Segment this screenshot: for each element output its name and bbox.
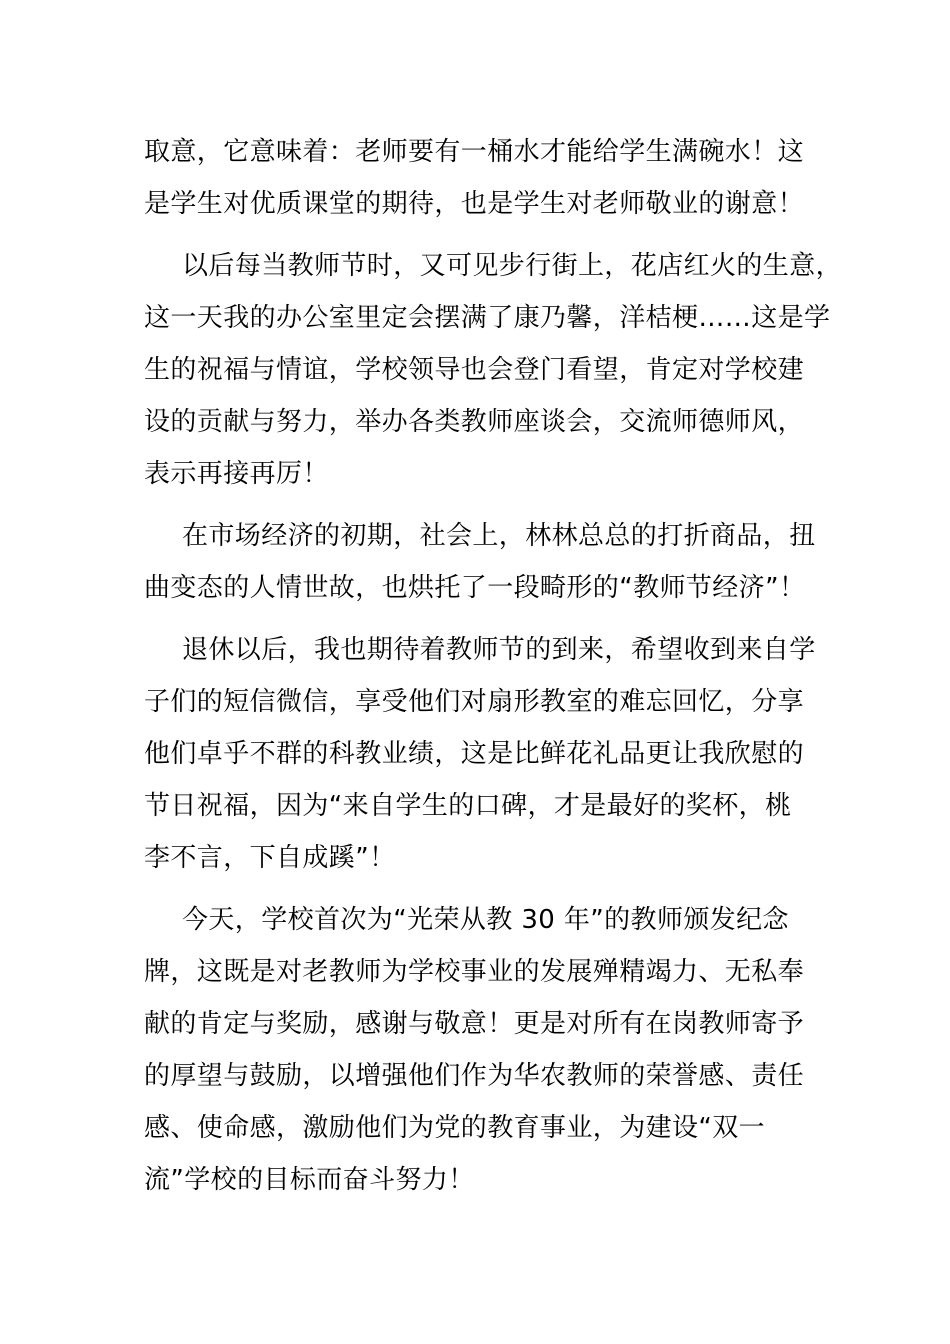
paragraph-4 (144, 624, 816, 884)
text-line: 曲变态的人情世故，也烘托了一段畸形的“教师节经济”！ (144, 573, 806, 603)
text-line: 表示再接再厉！ (144, 459, 329, 489)
paragraph-1 (144, 126, 810, 230)
text-line: 感、使命感，激励他们为党的教育事业，为建设“双一 (144, 1113, 766, 1143)
text-line: 取意，它意味着：老师要有一桶水才能给学生满碗水！这 (144, 137, 805, 167)
text-line: 他们卓乎不群的科教业绩，这是比鲜花礼品更让我欣慰的 (144, 739, 805, 769)
text-line: 在市场经济的初期，社会上，林林总总的打折商品，扭 (182, 521, 816, 551)
text-line: 设的贡献与努力，举办各类教师座谈会，交流师德师风， (144, 407, 805, 437)
text-line: 的厚望与鼓励，以增强他们作为华农教师的荣誉感、责任 (144, 1061, 805, 1091)
text-line: 子们的短信微信，享受他们对扇形教室的难忘回忆，分享 (144, 687, 805, 717)
text-line: 退休以后，我也期待着教师节的到来，希望收到来自学 (182, 635, 816, 665)
document-body (144, 126, 843, 1216)
paragraph-5 (144, 894, 810, 1206)
paragraph-2 (144, 240, 843, 500)
text-line: 以后每当教师节时，又可见步行街上，花店红火的生意， (182, 251, 843, 281)
text-line: 牌，这既是对老教师为学校事业的发展殚精竭力、无私奉 (144, 957, 805, 987)
text-line: 这一天我的办公室里定会摆满了康乃馨，洋桔梗……这是学 (144, 303, 831, 333)
paragraph-3 (144, 510, 816, 614)
text-line: 是学生对优质课堂的期待，也是学生对老师敬业的谢意！ (144, 189, 805, 219)
text-line: 生的祝福与情谊，学校领导也会登门看望，肯定对学校建 (144, 355, 805, 385)
text-line: 今天，学校首次为“光荣从教 30 年”的教师颁发纪念 (182, 905, 789, 935)
text-line: 节日祝福，因为“来自学生的口碑，才是最好的奖杯，桃 (144, 791, 792, 821)
text-line: 献的肯定与奖励，感谢与敬意！更是对所有在岗教师寄予 (144, 1009, 805, 1039)
text-line: 李不言，下自成蹊”！ (144, 843, 396, 873)
text-line: 流”学校的目标而奋斗努力！ (144, 1165, 475, 1195)
